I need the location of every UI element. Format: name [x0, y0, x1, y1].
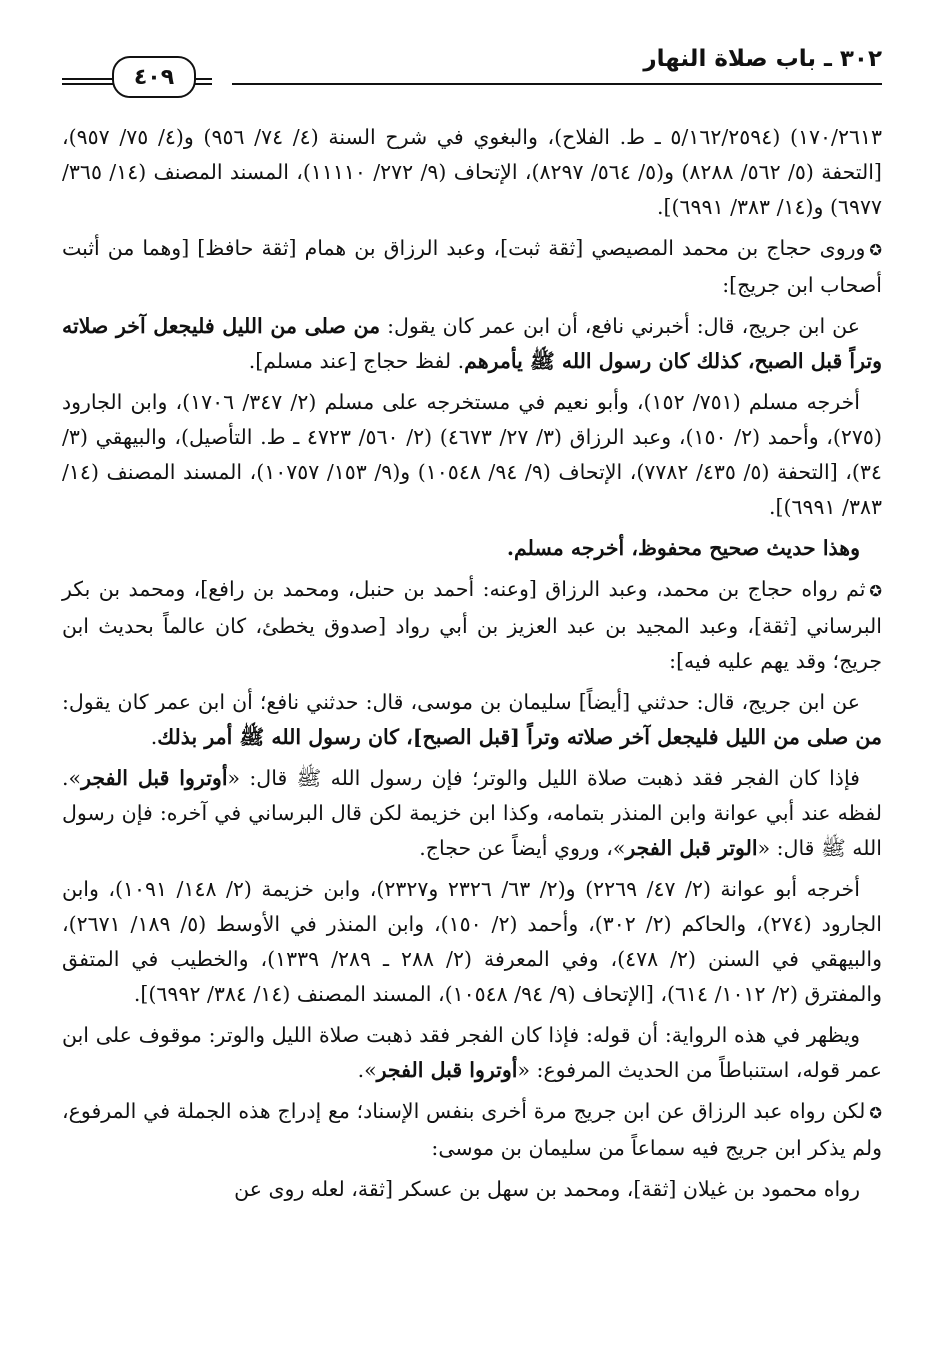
page-header: [62, 38, 882, 94]
paragraph-text: لكن رواه عبد الرزاق عن ابن جريج مرة أخرى بنفس الإسناد؛ مع إدراج هذه الجملة في المرفوع، ولم يذكر ابن جريج فيه سماعاً من سليمان بن موسى:: [62, 1099, 882, 1160]
paragraph: [62, 685, 882, 755]
paragraph-text: عن ابن جريج، قال: حدثني [أيضاً] سليمان بن موسى، قال: حدثني نافع؛ أن ابن عمر كان يقول:: [62, 690, 860, 714]
paragraph-text: . لفظ حجاج [عند مسلم].: [248, 349, 465, 373]
header-rule: [232, 83, 882, 85]
paragraph: [62, 231, 882, 303]
hadith-text: من صلى من الليل فليجعل آخر صلاته وتراً [قبل الصبح]، كان رسول الله ﷺ أمر بذلك: [157, 725, 882, 749]
paragraph: [62, 309, 882, 379]
paragraph: [62, 1172, 882, 1207]
page-number: ٤٠٩: [133, 64, 175, 90]
bullet-icon: ✪: [869, 582, 882, 600]
hadith-text: وهذا حديث صحيح محفوظ، أخرجه مسلم.: [506, 536, 860, 560]
paragraph: [62, 120, 882, 225]
page-body: [62, 120, 882, 1213]
paragraph: [62, 1094, 882, 1166]
paragraph: [62, 531, 882, 566]
paragraph: [62, 572, 882, 679]
paragraph-text: أخرجه أبو عوانة (٢/ ٤٧/ ٢٢٦٩) و(٢/ ٦٣/ ٢٣٢٦ و٢٣٢٧)، وابن خزيمة (٢/ ١٤٨/ ١٠٩١)، وابن الجارود (٢٧٤)، والحاكم (٢/ ٣٠٢)، وأحمد (٢/ ١٥٠)، وابن المنذر في الأوسط (٥/ ١٨٩/ ٢٦٧١)، والبيهقي في السنن (٢/ ٤٧٨)، وفي المعرفة (٢/ ٢٨٨ ـ ٢٨٩/ ١٣٣٩)، والخطيب في المتفق والمفترق (٢/ ١٠١٢/ ٦١٤)، [الإتحاف (٩/ ٩٤/ ١٠٥٤٨)، المسند المصنف (١٤/ ٣٨٤/ ٦٩٩٢)].: [62, 877, 882, 1006]
paragraph: [62, 872, 882, 1012]
paragraph-text: »، وروي أيضاً عن حجاج.: [419, 836, 626, 860]
paragraph: [62, 385, 882, 525]
paragraph-text: .: [150, 725, 158, 749]
paragraph: [62, 1018, 882, 1088]
bullet-icon: ✪: [869, 1104, 882, 1122]
hadith-text: الوتر قبل الفجر: [625, 836, 758, 860]
paragraph-text: ».: [357, 1058, 377, 1082]
hadith-text: أوتروا قبل الفجر: [81, 766, 228, 790]
paragraph-text: رواه محمود بن غيلان [ثقة]، ومحمد بن سهل بن عسكر [ثقة، لعله روى عن: [234, 1177, 860, 1201]
paragraph-text: أخرجه مسلم (٧٥١/ ١٥٢)، وأبو نعيم في مستخرجه على مسلم (٢/ ٣٤٧/ ١٧٠٦)، وابن الجارود (٢٧٥)، وأحمد (٢/ ١٥٠)، وعبد الرزاق (٣/ ٢٧/ ٤٦٧٣) (٢/ ٥٦٠/ ٤٧٢٣ ـ ط. التأصيل)، والبيهقي (٣/ ٣٤)، [التحفة (٥/ ٤٣٥/ ٧٧٨٢)، الإتحاف (٩/ ٩٤/ ١٠٥٤٨) و(٩/ ١٥٣/ ١٠٧٥٧)، المسند المصنف (١٤/ ٣٨٣/ ٦٩٩١)].: [62, 390, 882, 519]
book-page: [62, 38, 882, 1358]
paragraph-text: ». لفظه عند أبي عوانة وابن المنذر بتمامه، وكذا ابن خزيمة لكن قال البرساني في آخره: فإن رسول الله ﷺ قال: «: [62, 766, 882, 860]
bullet-icon: ✪: [869, 241, 882, 259]
paragraph-text: عن ابن جريج، قال: أخبرني نافع، أن ابن عمر كان يقول:: [380, 314, 860, 338]
paragraph: [62, 761, 882, 866]
paragraph-text: ١٧٠/٢٦١٣) (٥/١٦٢/٢٥٩٤ ـ ط. الفلاح)، والبغوي في شرح السنة (٤/ ٧٤/ ٩٥٦) و(٤/ ٧٥/ ٩٥٧)، [التحفة (٥/ ٥٦٢/ ٨٢٨٨) و(٥/ ٥٦٤/ ٨٢٩٧)، الإتحاف (٩/ ٢٧٢/ ١١١١٠)، المسند المصنف (١٤/ ٣٦٥/ ٦٩٧٧) و(١٤/ ٣٨٣/ ٦٩٩١)].: [62, 125, 882, 219]
paragraph-text: ثم رواه حجاج بن محمد، وعبد الرزاق [وعنه: أحمد بن حنبل، ومحمد بن رافع]، ومحمد بن بكر البرساني [ثقة]، وعبد المجيد بن عبد العزيز بن أبي رواد [صدوق يخطئ، كان عالماً بحديث ابن جريج؛ وقد يهم عليه فيه]:: [62, 577, 882, 673]
hadith-text: أوتروا قبل الفجر: [376, 1058, 518, 1082]
paragraph-text: فإذا كان الفجر فقد ذهبت صلاة الليل والوتر؛ فإن رسول الله ﷺ قال: «: [227, 766, 860, 790]
page-number-frame: [112, 56, 196, 98]
hadith-text: من صلى من الليل فليجعل آخر صلاته وتراً قبل الصبح، كذلك كان رسول الله ﷺ يأمرهم: [62, 314, 882, 373]
paragraph-text: ويظهر في هذه الرواية: أن قوله: فإذا كان الفجر فقد ذهبت صلاة الليل والوتر: موقوف على ابن عمر قوله، استنباطاً من الحديث المرفوع: «: [62, 1023, 882, 1082]
paragraph-text: وروى حجاج بن محمد المصيصي [ثقة ثبت]، وعبد الرزاق بن همام [ثقة حافظ] [وهما من أثبت أصحاب ابن جريج]:: [62, 236, 882, 297]
chapter-title: ٣٠٢ ـ باب صلاة النهار: [643, 46, 882, 72]
